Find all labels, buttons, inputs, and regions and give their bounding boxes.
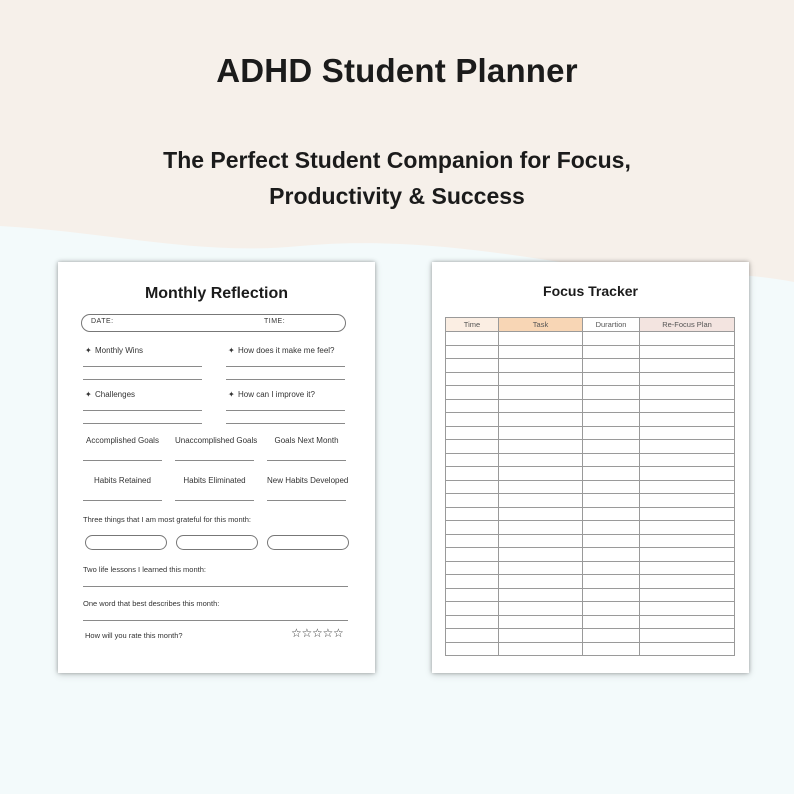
table-cell[interactable] [499, 359, 583, 373]
table-cell[interactable] [583, 359, 640, 373]
table-cell[interactable] [640, 507, 735, 521]
table-row [446, 332, 735, 346]
table-cell[interactable] [583, 548, 640, 562]
table-row [446, 345, 735, 359]
habits-eliminated-line[interactable] [175, 500, 254, 501]
how-improve-line-1[interactable] [226, 410, 345, 411]
table-row [446, 548, 735, 562]
how-feel-line-1[interactable] [226, 366, 345, 367]
table-cell[interactable] [446, 332, 499, 346]
table-cell[interactable] [446, 453, 499, 467]
table-cell[interactable] [583, 440, 640, 454]
table-cell[interactable] [583, 588, 640, 602]
table-cell[interactable] [499, 534, 583, 548]
subheadline-line-2: Productivity & Success [269, 183, 525, 209]
table-cell[interactable] [640, 561, 735, 575]
grateful-field-1[interactable] [85, 535, 167, 550]
table-row [446, 372, 735, 386]
grateful-prompt: Three things that I am most grateful for this month: [83, 515, 251, 524]
table-row [446, 480, 735, 494]
table-row [446, 521, 735, 535]
table-row [446, 534, 735, 548]
table-cell[interactable] [499, 372, 583, 386]
table-cell[interactable] [499, 440, 583, 454]
table-row [446, 386, 735, 400]
table-cell[interactable] [583, 602, 640, 616]
table-cell[interactable] [640, 332, 735, 346]
one-word-prompt: One word that best describes this month: [83, 599, 220, 608]
table-cell[interactable] [583, 575, 640, 589]
table-cell[interactable] [640, 642, 735, 656]
monthly-reflection-title: Monthly Reflection [144, 285, 289, 302]
table-cell[interactable] [499, 561, 583, 575]
table-row [446, 561, 735, 575]
monthly-wins-line-1[interactable] [83, 366, 202, 367]
monthly-wins-label: Monthly Wins [95, 346, 144, 355]
table-row [446, 507, 735, 521]
table-cell[interactable] [640, 345, 735, 359]
table-cell[interactable] [640, 386, 735, 400]
how-improve-line-2[interactable] [226, 423, 345, 424]
table-cell[interactable] [446, 575, 499, 589]
habits-retained-line[interactable] [83, 500, 162, 501]
table-row [446, 426, 735, 440]
table-cell[interactable] [583, 386, 640, 400]
table-row [446, 602, 735, 616]
table-cell[interactable] [446, 521, 499, 535]
column-header-task: Task [499, 318, 583, 332]
table-cell[interactable] [499, 548, 583, 562]
table-cell[interactable] [583, 372, 640, 386]
table-cell[interactable] [583, 399, 640, 413]
rating-star-icon[interactable]: ☆ [322, 626, 334, 640]
table-cell[interactable] [640, 480, 735, 494]
table-cell[interactable] [446, 359, 499, 373]
table-cell[interactable] [583, 507, 640, 521]
goals-next-month-label: Goals Next Month [274, 436, 339, 445]
star-bullet-icon: ✦ [85, 390, 92, 399]
star-bullet-icon: ✦ [228, 390, 235, 399]
how-improve-label: How can I improve it? [238, 390, 315, 399]
table-cell[interactable] [499, 642, 583, 656]
star-bullet-icon: ✦ [228, 346, 235, 355]
table-row [446, 413, 735, 427]
table-cell[interactable] [640, 615, 735, 629]
table-cell[interactable] [446, 386, 499, 400]
monthly-reflection-page [58, 262, 375, 673]
column-header-duration: Durartion [583, 318, 640, 332]
table-cell[interactable] [640, 399, 735, 413]
table-cell[interactable] [499, 426, 583, 440]
accomplished-goals-label: Accomplished Goals [86, 436, 159, 445]
one-word-line[interactable] [83, 620, 348, 621]
table-cell[interactable] [640, 534, 735, 548]
rate-month-prompt: How will you rate this month? [85, 631, 183, 640]
table-cell[interactable] [640, 588, 735, 602]
table-cell[interactable] [499, 588, 583, 602]
table-cell[interactable] [446, 372, 499, 386]
table-row [446, 629, 735, 643]
table-row [446, 453, 735, 467]
table-cell[interactable] [640, 413, 735, 427]
table-cell[interactable] [583, 629, 640, 643]
table-cell[interactable] [446, 534, 499, 548]
table-cell[interactable] [640, 372, 735, 386]
table-cell[interactable] [583, 642, 640, 656]
table-cell[interactable] [499, 453, 583, 467]
table-cell[interactable] [446, 588, 499, 602]
grateful-field-2[interactable] [176, 535, 258, 550]
table-cell[interactable] [583, 480, 640, 494]
table-cell[interactable] [583, 494, 640, 508]
table-cell[interactable] [499, 521, 583, 535]
table-cell[interactable] [446, 561, 499, 575]
accomplished-goals-line[interactable] [83, 460, 162, 461]
subheadline-line-1: The Perfect Student Companion for Focus, [163, 147, 631, 173]
rating-star-icon[interactable]: ☆ [333, 626, 344, 640]
table-row [446, 467, 735, 481]
new-habits-line[interactable] [267, 500, 346, 501]
table-cell[interactable] [499, 399, 583, 413]
table-cell[interactable] [499, 575, 583, 589]
page-subheadline [0, 142, 794, 214]
table-cell[interactable] [446, 602, 499, 616]
table-row [446, 588, 735, 602]
table-cell[interactable] [640, 426, 735, 440]
star-bullet-icon: ✦ [85, 346, 92, 355]
table-cell[interactable] [583, 345, 640, 359]
table-cell[interactable] [446, 615, 499, 629]
challenges-line-1[interactable] [83, 410, 202, 411]
challenges-line-2[interactable] [83, 423, 202, 424]
page-headline: ADHD Student Planner [216, 52, 578, 89]
table-cell[interactable] [583, 453, 640, 467]
table-row [446, 359, 735, 373]
focus-tracker-page [432, 262, 749, 673]
table-cell[interactable] [499, 467, 583, 481]
table-cell[interactable] [640, 575, 735, 589]
habits-retained-label: Habits Retained [94, 476, 151, 485]
table-cell[interactable] [640, 467, 735, 481]
table-cell[interactable] [446, 413, 499, 427]
table-cell[interactable] [446, 426, 499, 440]
table-row [446, 399, 735, 413]
rating-star-icon[interactable]: ☆ [291, 626, 302, 640]
table-cell[interactable] [446, 642, 499, 656]
habits-eliminated-label: Habits Eliminated [183, 476, 246, 485]
rating-star-icon[interactable]: ☆ [301, 626, 313, 640]
table-cell[interactable] [446, 507, 499, 521]
table-cell[interactable] [499, 615, 583, 629]
table-cell[interactable] [499, 345, 583, 359]
table-cell[interactable] [583, 534, 640, 548]
table-cell[interactable] [583, 467, 640, 481]
table-cell[interactable] [446, 467, 499, 481]
rating-star-icon[interactable]: ☆ [312, 626, 323, 640]
life-lessons-prompt: Two life lessons I learned this month: [83, 565, 206, 574]
table-row [446, 615, 735, 629]
unaccomplished-goals-line[interactable] [175, 460, 254, 461]
table-cell[interactable] [446, 440, 499, 454]
table-cell[interactable] [583, 521, 640, 535]
table-row [446, 575, 735, 589]
how-feel-label: How does it make me feel? [238, 346, 335, 355]
table-cell[interactable] [640, 453, 735, 467]
table-cell[interactable] [446, 399, 499, 413]
table-cell[interactable] [499, 494, 583, 508]
table-cell[interactable] [499, 480, 583, 494]
table-cell[interactable] [499, 602, 583, 616]
grateful-field-3[interactable] [267, 535, 349, 550]
table-cell[interactable] [640, 602, 735, 616]
table-cell[interactable] [583, 332, 640, 346]
table-cell[interactable] [499, 332, 583, 346]
focus-tracker-title: Focus Tracker [543, 283, 638, 299]
table-cell[interactable] [640, 494, 735, 508]
table-cell[interactable] [446, 548, 499, 562]
table-cell[interactable] [583, 615, 640, 629]
table-cell[interactable] [640, 521, 735, 535]
table-row [446, 642, 735, 656]
new-habits-label: New Habits Developed [267, 476, 349, 485]
time-label: TIME: [264, 318, 286, 325]
column-header-refocus-plan: Re-Focus Plan [640, 318, 735, 332]
table-cell[interactable] [446, 494, 499, 508]
date-time-field[interactable] [81, 314, 346, 332]
table-cell[interactable] [446, 480, 499, 494]
table-cell[interactable] [583, 561, 640, 575]
table-row [446, 494, 735, 508]
table-cell[interactable] [640, 359, 735, 373]
life-lessons-line[interactable] [83, 586, 348, 587]
table-cell[interactable] [446, 629, 499, 643]
table-cell[interactable] [499, 413, 583, 427]
table-cell[interactable] [640, 548, 735, 562]
table-cell[interactable] [499, 386, 583, 400]
focus-tracker-table [445, 317, 735, 656]
table-cell[interactable] [499, 507, 583, 521]
challenges-label: Challenges [95, 390, 136, 399]
table-cell[interactable] [640, 440, 735, 454]
goals-next-month-line[interactable] [267, 460, 346, 461]
table-cell[interactable] [446, 345, 499, 359]
focus-tracker-body [446, 332, 735, 656]
table-row [446, 440, 735, 454]
how-feel-line-2[interactable] [226, 379, 345, 380]
table-cell[interactable] [583, 426, 640, 440]
monthly-wins-line-2[interactable] [83, 379, 202, 380]
table-cell[interactable] [583, 413, 640, 427]
unaccomplished-goals-label: Unaccomplished Goals [175, 436, 258, 445]
table-cell[interactable] [640, 629, 735, 643]
table-cell[interactable] [499, 629, 583, 643]
column-header-time: Time [446, 318, 499, 332]
date-label: DATE: [91, 318, 114, 325]
